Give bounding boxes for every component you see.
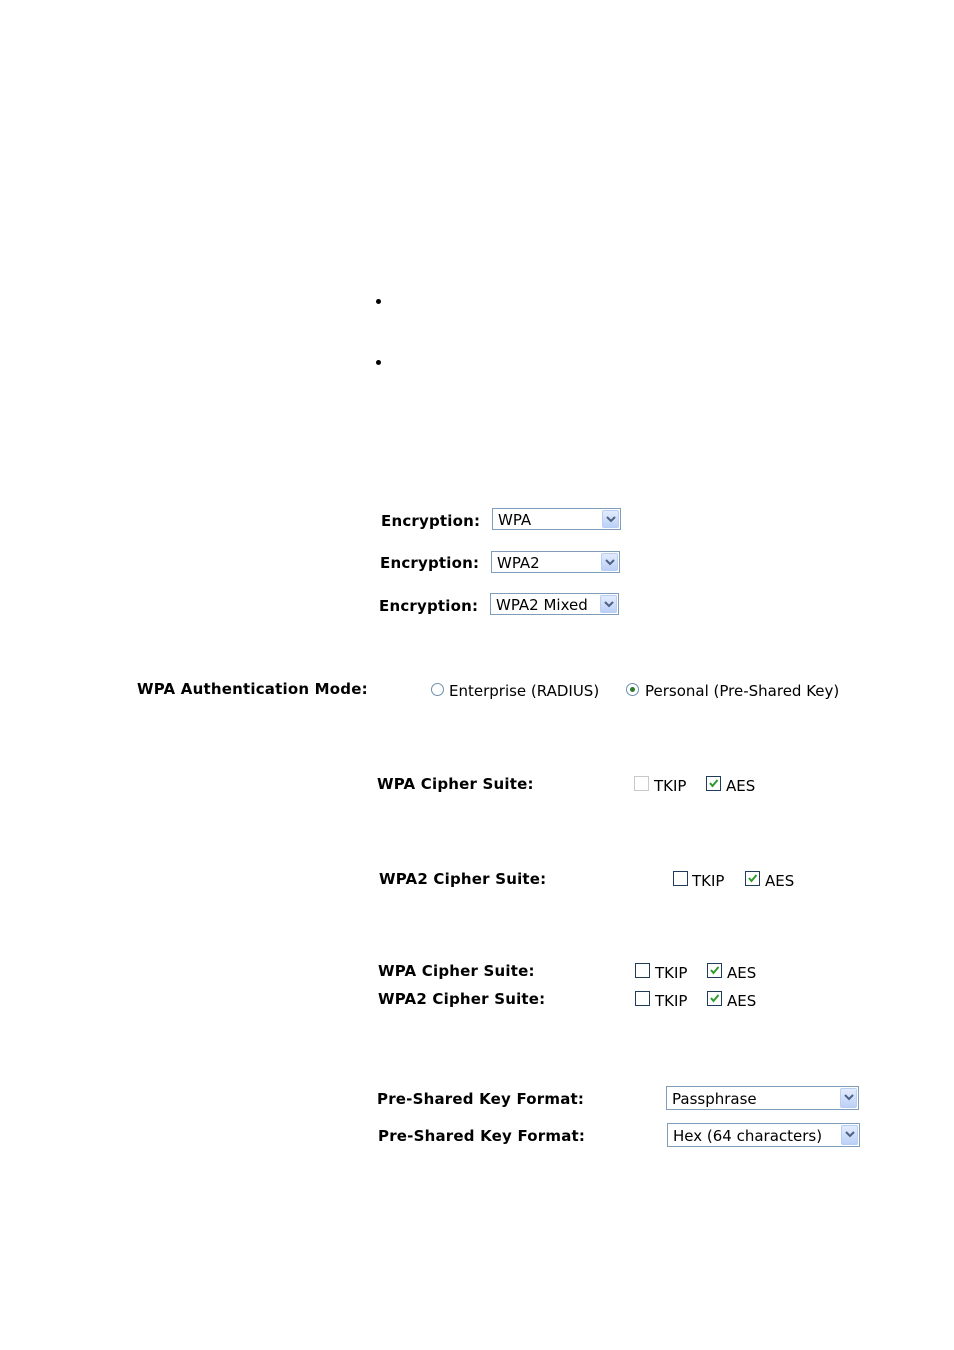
mixed-wpa-cipher-label: WPA Cipher Suite:	[378, 962, 535, 980]
mixed-wpa-aes-checkbox[interactable]	[707, 963, 722, 978]
wpa-tkip-label: TKIP	[654, 777, 687, 795]
encryption-select-wpa2[interactable]	[491, 551, 620, 573]
chevron-down-icon[interactable]	[602, 510, 619, 528]
chevron-down-icon[interactable]	[840, 1088, 857, 1108]
radio-personal-label: Personal (Pre-Shared Key)	[645, 682, 840, 700]
psk-format-label: Pre-Shared Key Format:	[378, 1127, 586, 1145]
checkmark-icon	[709, 965, 720, 976]
select-value: Hex (64 characters)	[673, 1127, 823, 1145]
mixed-wpa2-cipher-label: WPA2 Cipher Suite:	[378, 990, 546, 1008]
wpa2-aes-label: AES	[765, 872, 795, 890]
encryption-select-wpa2-mixed[interactable]	[490, 593, 619, 615]
psk-format-select-hex[interactable]	[667, 1123, 860, 1147]
auth-mode-label: WPA Authentication Mode:	[137, 680, 368, 698]
wpa2-tkip-checkbox[interactable]	[673, 871, 688, 886]
wpa-cipher-label: WPA Cipher Suite:	[377, 775, 534, 793]
encryption-label: Encryption:	[381, 512, 481, 530]
select-value: Passphrase	[672, 1090, 757, 1108]
radio-personal[interactable]	[626, 683, 639, 696]
wpa2-aes-checkbox[interactable]	[745, 871, 760, 886]
select-value: WPA	[498, 511, 532, 529]
select-value: WPA2	[497, 554, 540, 572]
radio-enterprise-label: Enterprise (RADIUS)	[449, 682, 600, 700]
select-value: WPA2 Mixed	[496, 596, 588, 614]
chevron-down-icon[interactable]	[600, 595, 617, 613]
chevron-down-icon[interactable]	[841, 1125, 858, 1145]
checkmark-icon	[709, 993, 720, 1004]
psk-format-label: Pre-Shared Key Format:	[377, 1090, 585, 1108]
wpa-aes-checkbox[interactable]	[706, 776, 721, 791]
mixed-wpa2-aes-label: AES	[727, 992, 757, 1010]
mixed-wpa2-aes-checkbox[interactable]	[707, 991, 722, 1006]
radio-selected-dot	[630, 687, 635, 692]
wpa-aes-label: AES	[726, 777, 756, 795]
mixed-wpa2-tkip-checkbox[interactable]	[635, 991, 650, 1006]
mixed-wpa-tkip-checkbox[interactable]	[635, 963, 650, 978]
checkmark-icon	[708, 778, 719, 789]
encryption-select-wpa[interactable]	[492, 508, 621, 530]
wpa2-tkip-label: TKIP	[692, 872, 725, 890]
radio-enterprise[interactable]	[431, 683, 444, 696]
encryption-label: Encryption:	[380, 554, 480, 572]
mixed-wpa-tkip-label: TKIP	[655, 964, 688, 982]
mixed-wpa2-tkip-label: TKIP	[655, 992, 688, 1010]
psk-format-select-passphrase[interactable]	[666, 1086, 859, 1110]
bullet-point	[376, 299, 381, 304]
bullet-point	[376, 360, 381, 365]
encryption-label: Encryption:	[379, 597, 479, 615]
mixed-wpa-aes-label: AES	[727, 964, 757, 982]
checkmark-icon	[747, 873, 758, 884]
wpa2-cipher-label: WPA2 Cipher Suite:	[379, 870, 547, 888]
chevron-down-icon[interactable]	[601, 553, 618, 571]
wpa-tkip-checkbox[interactable]	[634, 776, 649, 791]
